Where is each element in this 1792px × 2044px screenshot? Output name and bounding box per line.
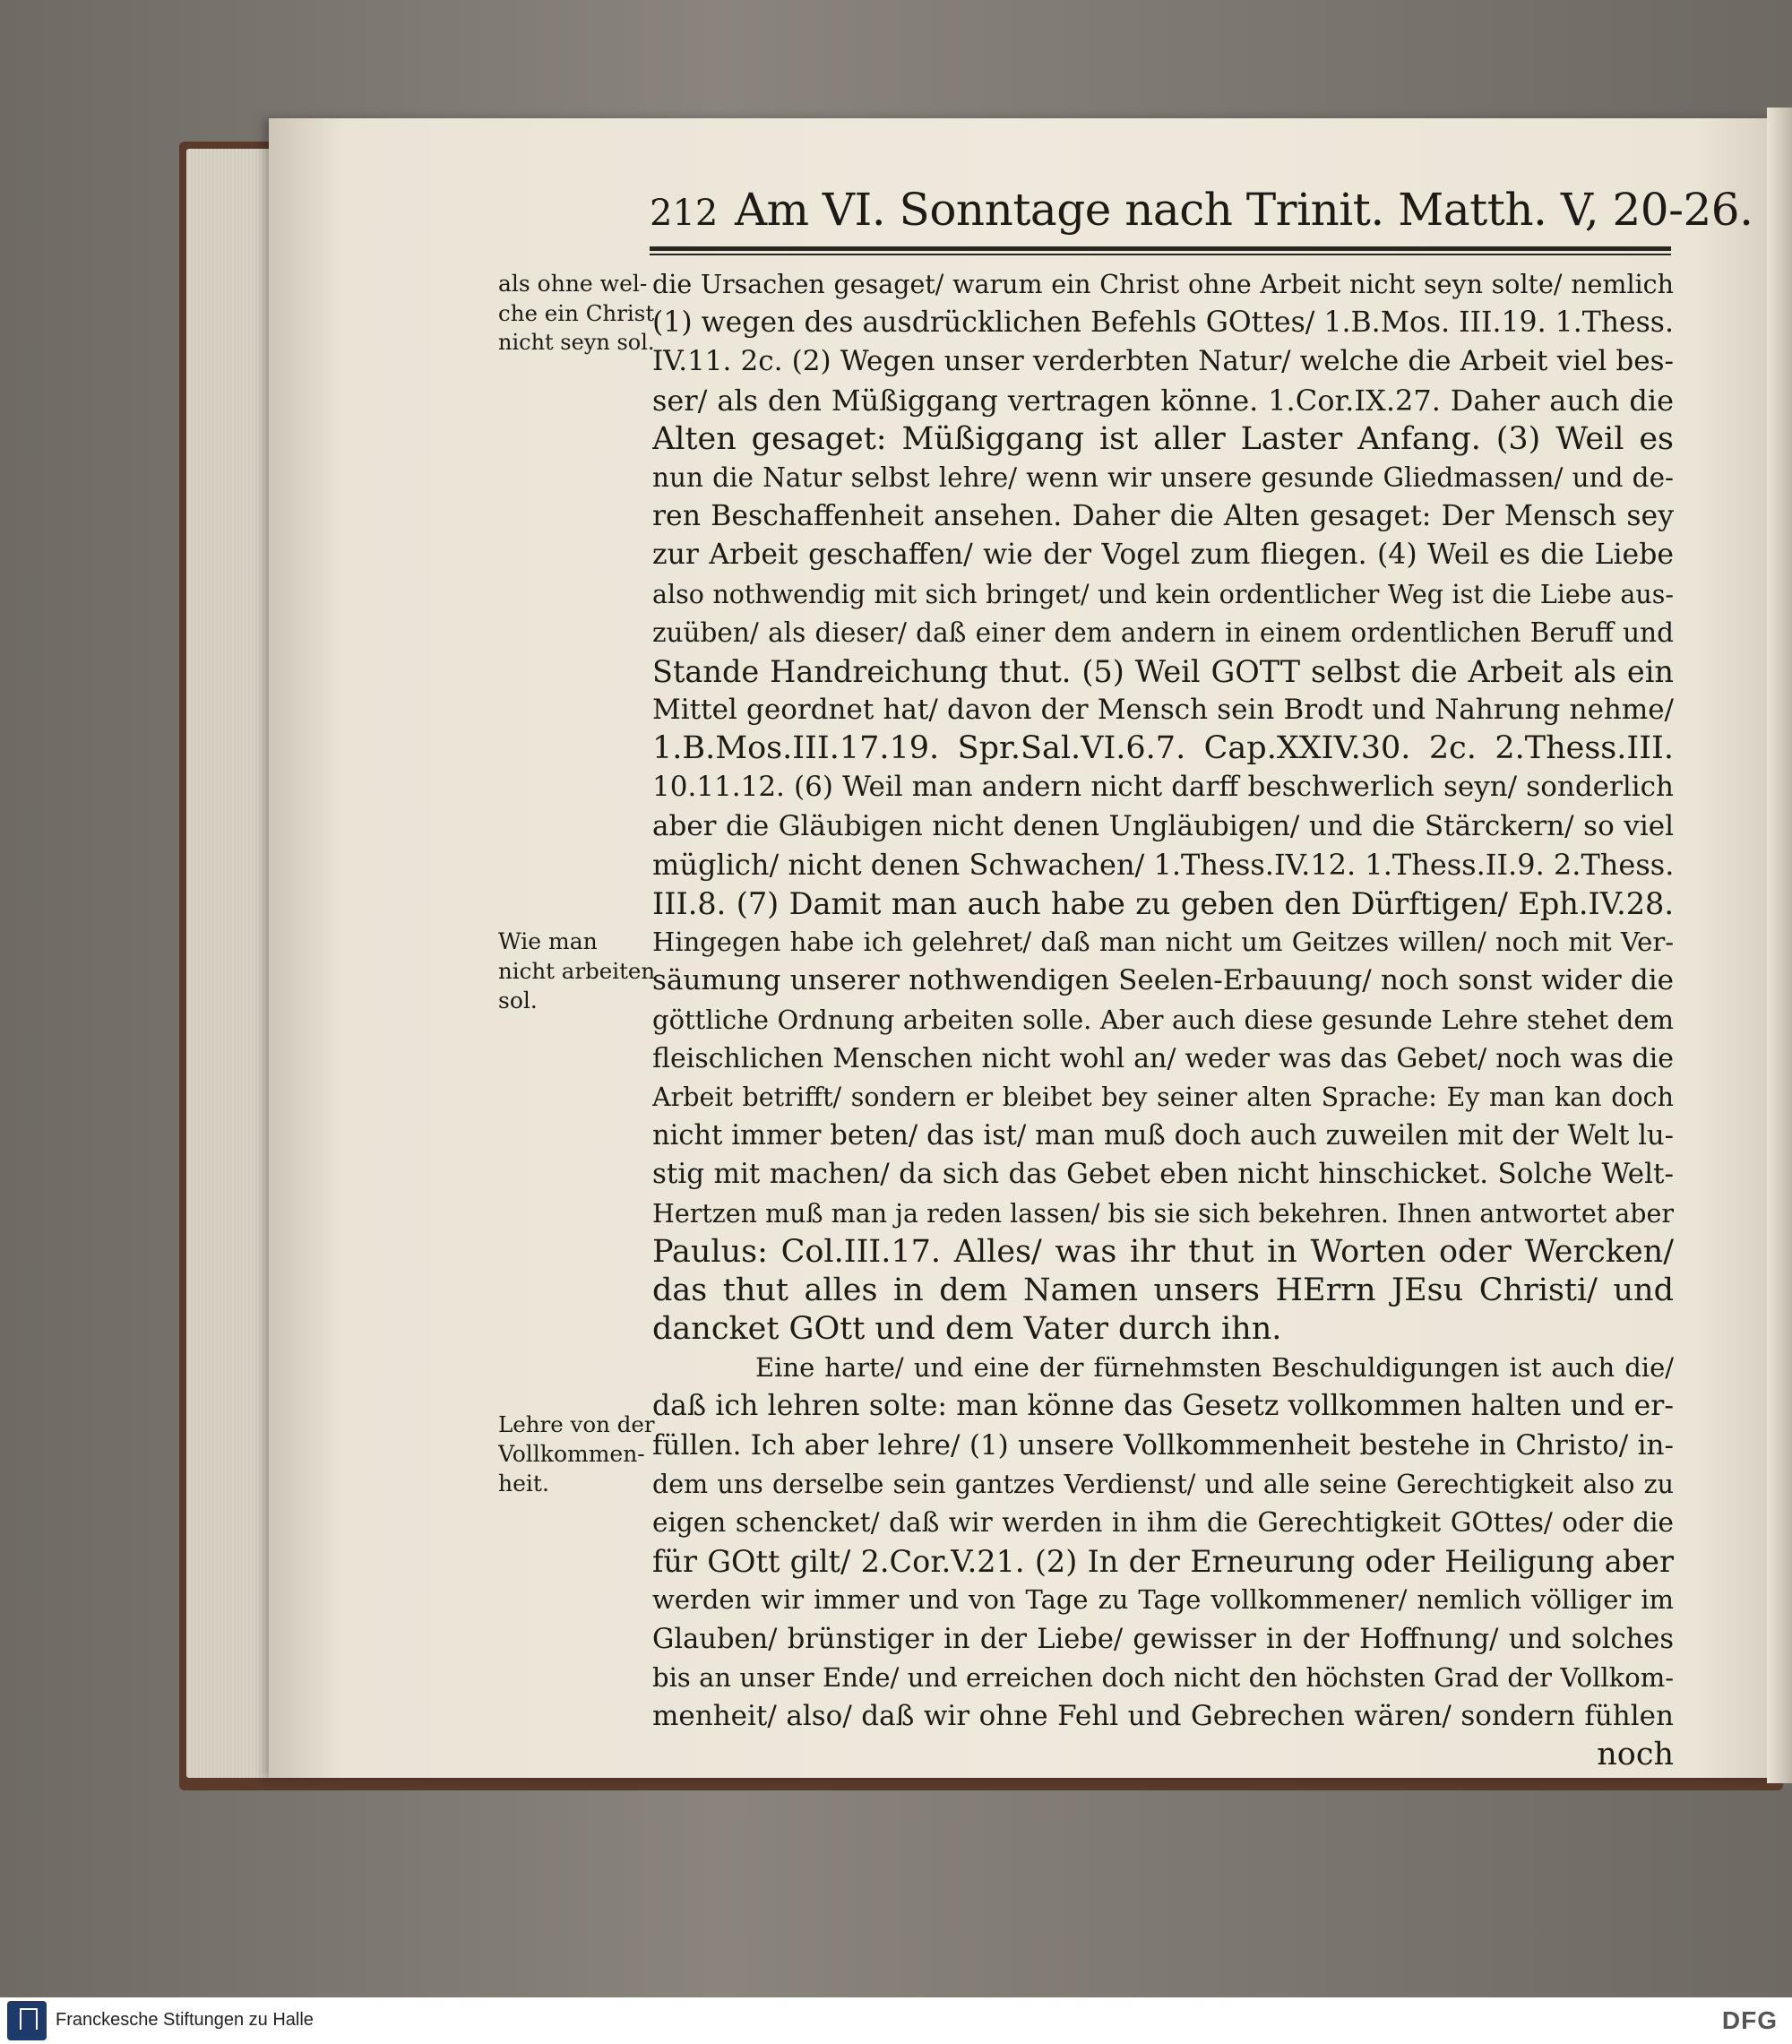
marginal-note-3 [498, 1410, 656, 1498]
marginal-line: Vollkommen- [498, 1441, 645, 1467]
text-line: Arbeit betrifft/ sondern er bleibet bey seiner alten Sprache: Ey man kan doch [652, 1082, 1674, 1112]
marginal-line: nicht seyn sol. [498, 330, 655, 355]
text-line: Alten gesaget: Müßiggang ist aller Laster Anfang. (3) Weil es [652, 420, 1674, 457]
marginal-note-2 [498, 927, 656, 1015]
text-line: müglich/ nicht denen Schwachen/ 1.Thess.IV.12. 1.Thess.II.9. 2.Thess. [652, 847, 1674, 882]
marginal-line: che ein Christ [498, 300, 655, 326]
text-line: ren Beschaffenheit ansehen. Daher die Alten gesaget: Der Mensch sey [652, 500, 1674, 533]
viewer-footer [0, 1997, 1792, 2044]
text-line: Hertzen muß man ja reden lassen/ bis sie sich bekehren. Ihnen antwortet aber [652, 1198, 1674, 1229]
text-line: fleischlichen Menschen nicht wohl an/ weder was das Gebet/ noch was die [652, 1042, 1674, 1074]
text-line: IV.11. 2c. (2) Wegen unser verderbten Natur/ welche die Arbeit viel bes- [652, 345, 1674, 378]
text-line: zuüben/ als dieser/ daß einer dem andern in einem ordentlichen Beruff und [652, 617, 1674, 648]
text-line: nun die Natur selbst lehre/ wenn wir unsere gesunde Gliedmassen/ und de- [652, 461, 1674, 493]
facing-page-edge [1767, 108, 1792, 1783]
header-rule-thin [650, 254, 1671, 255]
text-line: menheit/ also/ daß wir ohne Fehl und Gebrechen wären/ sondern fühlen [652, 1699, 1674, 1732]
marginal-note-1 [498, 269, 656, 358]
text-line: ser/ als den Müßiggang vertragen könne. 1.Cor.IX.27. Daher auch die [652, 383, 1674, 418]
text-line: werden wir immer und von Tage zu Tage vollkommener/ nemlich völliger im [652, 1584, 1674, 1616]
text-line: III.8. (7) Damit man auch habe zu geben den Dürftigen/ Eph.IV.28. [652, 886, 1674, 921]
header-rule [650, 246, 1671, 251]
text-line: dem uns derselbe sein gantzes Verdienst/ und alle seine Gerechtigkeit also zu [652, 1469, 1674, 1499]
institution-name: Franckesche Stiftungen zu Halle [56, 2010, 314, 2030]
marginal-line: Lehre von der [498, 1411, 655, 1437]
building-icon [20, 2008, 38, 2030]
body-text [652, 265, 1674, 1774]
text-line: Glauben/ brünstiger in der Liebe/ gewisser in der Hoffnung/ und solches [652, 1623, 1674, 1655]
text-line: 1.B.Mos.III.17.19. Spr.Sal.VI.6.7. Cap.XXIV.30. 2c. 2.Thess.III. [652, 730, 1674, 767]
text-line: also nothwendig mit sich bringet/ und kein ordentlicher Weg ist die Liebe aus- [652, 579, 1674, 609]
text-line: Eine harte/ und eine der fürnehmsten Beschuldigungen ist auch die/ [755, 1352, 1674, 1384]
text-line: (1) wegen des ausdrücklichen Befehls GOttes/ 1.B.Mos. III.19. 1.Thess. [652, 306, 1674, 340]
marginal-line: Wie man [498, 928, 598, 954]
text-line: für GOtt gilt/ 2.Cor.V.21. (2) In der Erneurung oder Heiligung aber [652, 1544, 1674, 1580]
text-line: zur Arbeit geschaffen/ wie der Vogel zum fliegen. (4) Weil es die Liebe [652, 539, 1674, 572]
text-line: das thut alles in dem Namen unsers HErrn JEsu Christi/ und [652, 1272, 1674, 1308]
institution-logo-icon [7, 2001, 47, 2040]
text-line: Hingegen habe ich gelehret/ daß man nicht um Geitzes willen/ noch mit Ver- [652, 927, 1674, 958]
text-line: Stande Handreichung thut. (5) Weil GOTT selbst die Arbeit als ein [652, 653, 1674, 689]
text-line: nicht immer beten/ das ist/ man muß doch auch zuweilen mit der Welt lu- [652, 1120, 1674, 1152]
marginal-line: heit. [498, 1470, 549, 1496]
text-line: aber die Gläubigen nicht denen Ungläubigen/ und die Stärckern/ so viel [652, 809, 1674, 842]
marginal-line: sol. [498, 988, 538, 1013]
text-line: die Ursachen gesaget/ warum ein Christ ohne Arbeit nicht seyn solte/ nemlich [652, 270, 1674, 299]
catchword: noch [1597, 1737, 1674, 1773]
text-line: säumung unserer nothwendigen Seelen-Erbauung/ noch sonst wider die [652, 964, 1674, 997]
text-line: eigen schencket/ daß wir werden in ihm die Gerechtigkeit GOttes/ oder die [652, 1507, 1674, 1538]
running-title: Am VI. Sonntage nach Trinit. Matth. V, 20-26. [735, 184, 1753, 236]
text-line: füllen. Ich aber lehre/ (1) unsere Vollkommenheit bestehe in Christo/ in- [652, 1428, 1674, 1462]
page-header [650, 184, 1753, 246]
text-line: Paulus: Col.III.17. Alles/ was ihr thut in Worten oder Wercken/ [652, 1233, 1674, 1270]
text-line: bis an unser Ende/ und erreichen doch nicht den höchsten Grad der Vollkom- [652, 1661, 1674, 1693]
marginal-line: als ohne wel- [498, 271, 648, 297]
text-line: Mittel geordnet hat/ davon der Mensch sein Brodt und Nahrung nehme/ [652, 694, 1674, 727]
text-line: dancket GOtt und dem Vater durch ihn. [652, 1311, 1282, 1348]
page-number: 212 [650, 193, 719, 234]
text-line: 10.11.12. (6) Weil man andern nicht darff beschwerlich seyn/ sonderlich [652, 771, 1674, 804]
dfg-logo: DFG [1721, 2006, 1778, 2034]
marginal-line: nicht arbeiten [498, 958, 656, 984]
text-line: göttliche Ordnung arbeiten solle. Aber auch diese gesunde Lehre stehet dem [652, 1004, 1674, 1035]
text-line: daß ich lehren solte: man könne das Gesetz vollkommen halten und er- [652, 1390, 1674, 1423]
text-line: stig mit machen/ da sich das Gebet eben nicht hinschicket. Solche Welt- [652, 1158, 1674, 1191]
